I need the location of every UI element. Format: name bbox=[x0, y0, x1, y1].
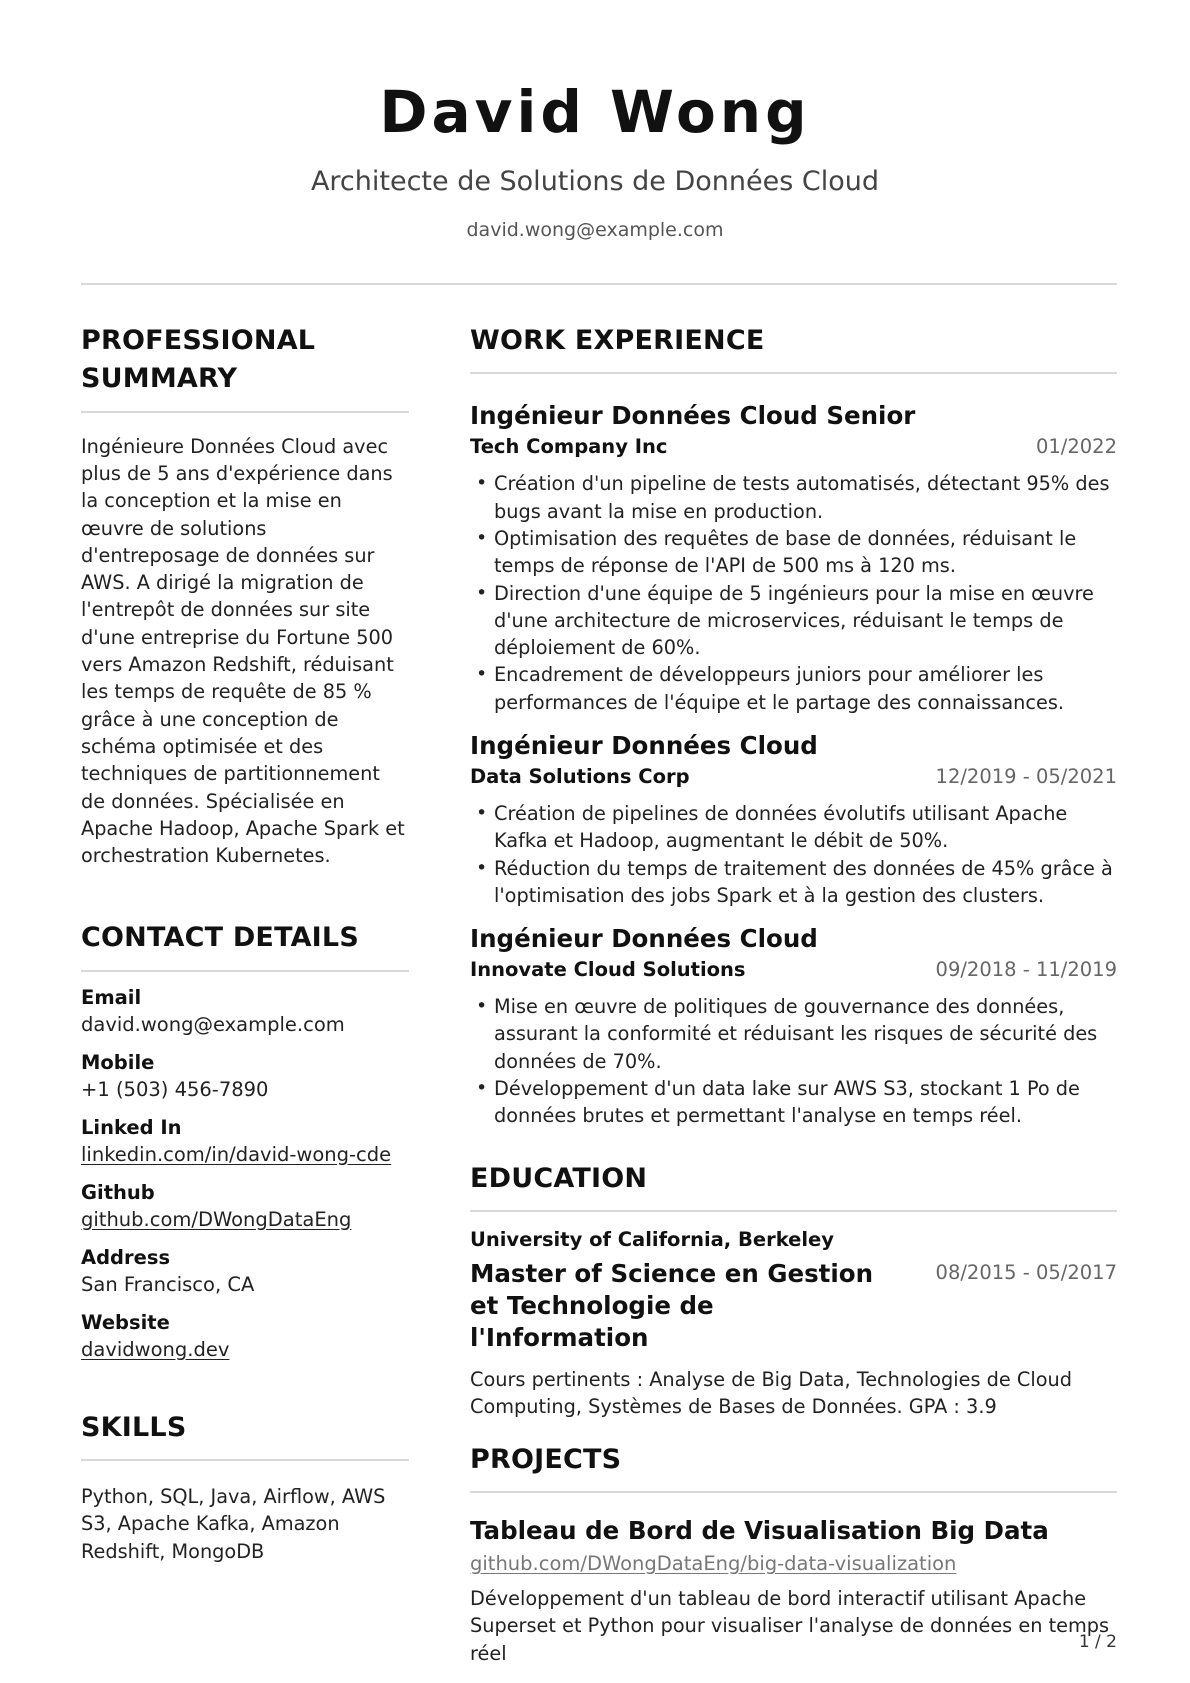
summary-section bbox=[81, 322, 409, 869]
job-date: 12/2019 - 05/2021 bbox=[935, 765, 1117, 788]
section-divider bbox=[81, 970, 409, 972]
section-divider bbox=[470, 372, 1117, 374]
contact-heading: CONTACT DETAILS bbox=[81, 922, 359, 954]
education-heading: EDUCATION bbox=[470, 1162, 648, 1194]
section-divider bbox=[81, 1459, 409, 1461]
edu-school: University of California, Berkeley bbox=[470, 1228, 834, 1251]
right-column bbox=[470, 322, 1117, 1667]
contact-section bbox=[81, 919, 409, 1362]
contact-label-email: Email bbox=[81, 985, 142, 1009]
contact-value-email: david.wong@example.com bbox=[81, 1012, 345, 1036]
job-entry bbox=[470, 400, 1117, 716]
edu-date: 08/2015 - 05/2017 bbox=[935, 1261, 1117, 1284]
project-description: Développement d'un tableau de bord interactif utilisant Apache Superset et Python pour visualiser l'analyse de données en temps réel bbox=[470, 1586, 1110, 1665]
job-bullets bbox=[470, 993, 1117, 1129]
summary-heading: PROFESSIONAL SUMMARY bbox=[81, 325, 316, 395]
project-entry bbox=[470, 1515, 1117, 1667]
job-bullet: • Encadrement de développeurs juniors pour améliorer les performances de l'équipe et le partage des connaissances. bbox=[470, 661, 1117, 716]
project-link[interactable]: github.com/DWongDataEng/big-data-visualization bbox=[470, 1551, 957, 1575]
left-column bbox=[81, 322, 409, 1565]
page-number: 1 / 2 bbox=[1078, 1632, 1117, 1652]
header-email: david.wong@example.com bbox=[466, 218, 724, 241]
contact-label-mobile: Mobile bbox=[81, 1050, 155, 1074]
projects-section bbox=[470, 1441, 1117, 1667]
contact-label-github: Github bbox=[81, 1180, 155, 1204]
website-link[interactable]: davidwong.dev bbox=[81, 1337, 230, 1361]
section-divider bbox=[470, 1210, 1117, 1212]
job-bullet: • Création de pipelines de données évolutifs utilisant Apache Kafka et Hadoop, augmentant le débit de 50%. bbox=[470, 800, 1117, 855]
section-divider bbox=[81, 411, 409, 413]
job-bullet: • Direction d'une équipe de 5 ingénieurs pour la mise en œuvre d'une architecture de microservices, réduisant le temps de déploiement de 60%. bbox=[470, 580, 1117, 662]
job-entry bbox=[470, 923, 1117, 1129]
job-entry bbox=[470, 730, 1117, 909]
job-company: Innovate Cloud Solutions bbox=[470, 958, 746, 982]
job-bullets bbox=[470, 470, 1117, 716]
job-title: Ingénieur Données Cloud bbox=[470, 924, 818, 954]
job-company: Tech Company Inc bbox=[470, 435, 668, 459]
job-date: 01/2022 bbox=[1035, 435, 1117, 459]
job-bullet: • Optimisation des requêtes de base de données, réduisant le temps de réponse de l'API de 500 ms à 120 ms. bbox=[470, 525, 1117, 580]
skills-text: Python, SQL, Java, Airflow, AWS S3, Apache Kafka, Amazon Redshift, MongoDB bbox=[81, 1485, 386, 1563]
skills-section bbox=[81, 1409, 409, 1565]
experience-heading: WORK EXPERIENCE bbox=[470, 325, 765, 356]
job-title: Ingénieur Données Cloud bbox=[470, 731, 818, 760]
contact-value-mobile: +1 (503) 456-7890 bbox=[81, 1077, 269, 1101]
skills-heading: SKILLS bbox=[81, 1411, 187, 1443]
contact-list bbox=[81, 984, 409, 1363]
job-bullet: • Création d'un pipeline de tests automatisés, détectant 95% des bugs avant la mise en production. bbox=[470, 470, 1117, 525]
contact-label-address: Address bbox=[81, 1245, 171, 1269]
job-company: Data Solutions Corp bbox=[470, 765, 690, 788]
job-title: Ingénieur Données Cloud Senior bbox=[470, 401, 916, 431]
candidate-role: Architecte de Solutions de Données Cloud bbox=[310, 165, 880, 197]
contact-value-address: San Francisco, CA bbox=[81, 1272, 255, 1296]
linkedin-link[interactable]: linkedin.com/in/david-wong-cde bbox=[81, 1142, 392, 1166]
section-divider bbox=[470, 1491, 1117, 1493]
github-link[interactable]: github.com/DWongDataEng bbox=[81, 1207, 352, 1231]
contact-label-website: Website bbox=[81, 1310, 170, 1334]
candidate-name: David Wong bbox=[379, 78, 811, 146]
contact-label-linkedin: Linked In bbox=[81, 1115, 182, 1139]
education-section bbox=[470, 1160, 1117, 1421]
job-bullet: • Développement d'un data lake sur AWS S3, stockant 1 Po de données brutes et permettant l'analyse en temps réel. bbox=[470, 1075, 1117, 1130]
job-bullets bbox=[470, 800, 1117, 909]
summary-text: Ingénieure Données Cloud avec plus de 5 ans d'expérience dans la conception et la mise en œuvre de solutions d'entreposage de données sur AWS. A dirigé la migration de l'entrepôt de données sur site d'une entreprise du Fortune 500 vers Amazon Redshift, réduisant les temps de requête de 85 % grâce à une conception de schéma optimisée et des techniques de partitionnement de données. Spécialisée en Apache Hadoop, Apache Spark et orchestration Kubernetes. bbox=[81, 434, 405, 868]
edu-courses: Cours pertinents : Analyse de Big Data, Technologies de Cloud Computing, Systèmes de Bases de Données. GPA : 3.9 bbox=[470, 1368, 1072, 1419]
job-date: 09/2018 - 11/2019 bbox=[935, 958, 1117, 982]
job-bullet: • Réduction du temps de traitement des données de 45% grâce à l'optimisation des jobs Spark et à la gestion des clusters. bbox=[470, 855, 1117, 910]
header-divider bbox=[81, 283, 1117, 285]
edu-degree: Master of Science en Gestion et Technologie de l'Information bbox=[470, 1259, 874, 1352]
project-title: Tableau de Bord de Visualisation Big Data bbox=[470, 1515, 1049, 1545]
resume-header bbox=[0, 78, 1190, 241]
experience-section bbox=[470, 322, 1117, 1130]
projects-heading: PROJECTS bbox=[470, 1443, 622, 1475]
job-bullet: • Mise en œuvre de politiques de gouvernance des données, assurant la conformité et réduisant les risques de sécurité des données de 70%. bbox=[470, 993, 1117, 1075]
